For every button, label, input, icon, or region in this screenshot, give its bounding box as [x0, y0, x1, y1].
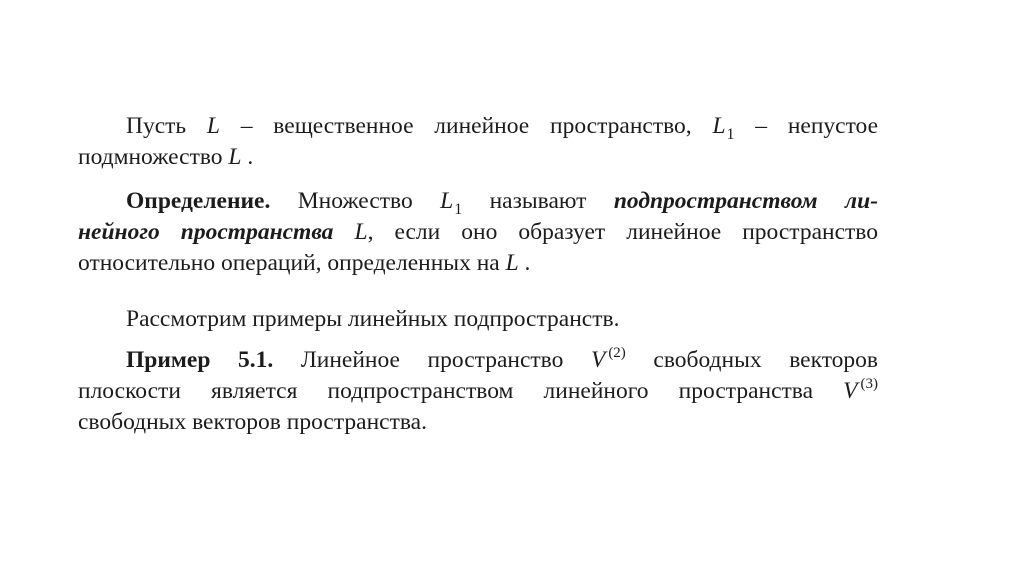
math-L-letter: L — [440, 188, 454, 214]
math-V3 — [843, 378, 878, 404]
text-fragment: – вещественное линейное пространство, — [240, 113, 692, 139]
text-fragment: . — [247, 144, 254, 170]
text-fragment: свободных векторов пространства. — [78, 409, 427, 435]
definition-line-3 — [78, 248, 878, 279]
definition-paragraph — [78, 186, 878, 279]
defined-term: подпространством ли- — [613, 188, 879, 214]
text-fragment: – непустое — [755, 113, 879, 139]
definition-line-1 — [78, 186, 878, 217]
example-line-2 — [78, 376, 878, 407]
math-superscript: (2) — [608, 345, 626, 361]
text-fragment: . — [524, 250, 531, 276]
math-L: L — [505, 250, 519, 276]
intro-paragraph — [78, 111, 878, 173]
math-superscript: (3) — [860, 376, 879, 392]
text-fragment: Множество — [297, 188, 413, 214]
text-fragment: подмножество — [78, 144, 223, 170]
math-V-letter: V — [590, 347, 606, 373]
text-fragment: Пусть — [126, 113, 187, 139]
math-L1 — [440, 188, 463, 218]
examples-intro-line — [78, 304, 878, 335]
text-fragment: относительно операций, определенных на — [78, 250, 500, 276]
math-L: L — [354, 219, 368, 245]
defined-term: нейного пространства — [78, 219, 334, 245]
definition-label: Определение. — [126, 188, 271, 214]
math-L: L — [228, 144, 242, 170]
math-subscript: 1 — [454, 201, 463, 218]
math-L1 — [712, 113, 735, 143]
math-V-letter: V — [843, 378, 858, 404]
text-fragment: называют — [489, 188, 587, 214]
text-fragment: Рассмотрим примеры линейных подпространств. — [126, 306, 620, 332]
text-fragment: плоскости является подпространством линейного пространства — [78, 378, 813, 404]
text-fragment: Линейное пространство — [300, 347, 564, 373]
example-line-3 — [78, 407, 878, 438]
math-L-letter: L — [712, 113, 726, 139]
definition-line-2 — [78, 217, 878, 248]
math-subscript: 1 — [726, 126, 735, 143]
examples-intro-paragraph — [78, 304, 878, 335]
text-fragment: , если оно образует линейное пространство — [367, 219, 878, 245]
math-L: L — [206, 113, 220, 139]
intro-line-2 — [78, 142, 878, 173]
example-paragraph — [78, 345, 878, 438]
math-V2 — [591, 347, 626, 373]
example-line-1 — [78, 345, 878, 376]
example-label: Пример 5.1. — [126, 347, 274, 373]
intro-line-1 — [78, 111, 878, 142]
text-fragment: свободных векторов — [653, 347, 879, 373]
